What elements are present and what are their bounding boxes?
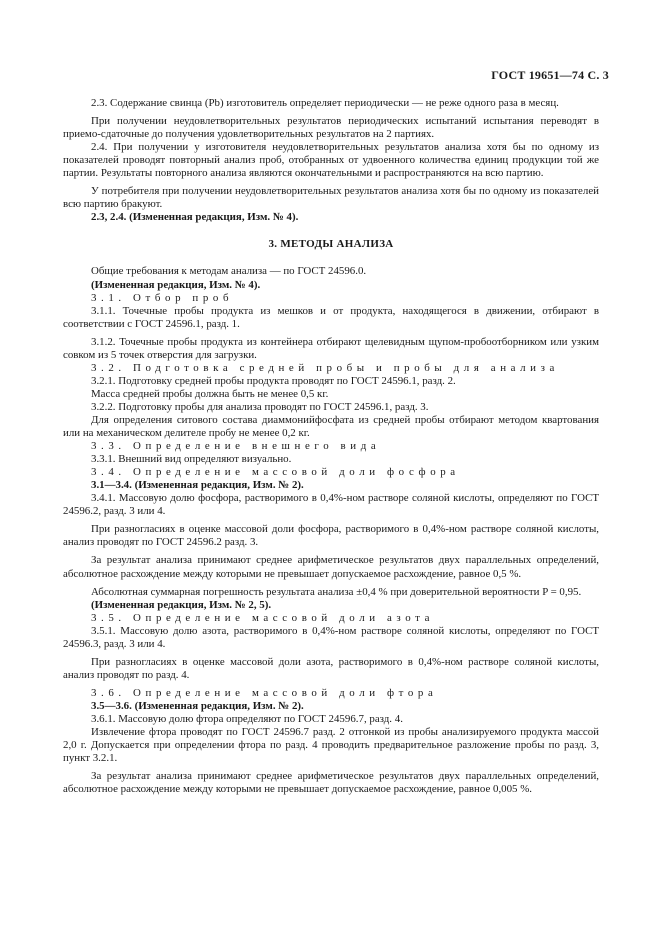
section-heading: 3. МЕТОДЫ АНАЛИЗА — [268, 238, 394, 251]
paragraph: Для определения ситового состава диаммонийфосфата из средней пробы отбирают методом квартования или на механическом делителе пробу не менее 0,2 кг. — [63, 413, 599, 440]
page-header: ГОСТ 19651—74 С. 3 — [491, 68, 609, 82]
paragraph: При разногласиях в оценке массовой доли фосфора, растворимого в 0,4%-ном растворе соляной кислоты, анализ проводят по ГОСТ 24596.2 разд. 3. — [63, 523, 599, 549]
paragraph-3-1-1: 3.1.1. Точечные пробы продукта из мешков и от продукта, находящегося в движении, отбирают в соответствии с ГОСТ 24596.1, разд. 1. — [63, 304, 599, 330]
paragraph: При разногласиях в оценке массовой доли азота, растворимого в 0,4%-ном растворе соляной кислоты, анализ проводят по разд. 4. — [63, 655, 599, 681]
paragraph-3-5-1: 3.5.1. Массовую долю азота, растворимого в 0,4%-ном растворе соляной кислоты, определяют по ГОСТ 24596.3, разд. 3 или 4. — [63, 624, 599, 650]
amendment-note: 2.3, 2.4. (Измененная редакция, Изм. № 4). — [91, 211, 299, 224]
paragraph-2-3: 2.3. Содержание свинца (Pb) изготовитель определяет периодически — не реже одного раза в месяц. — [91, 97, 559, 109]
subsection-title: 3.5. Определение массовой доли азота — [91, 611, 435, 624]
amendment-note: (Измененная редакция, Изм. № 4). — [91, 278, 261, 291]
subsection-title: 3.4. Определение массовой доли фосфора — [91, 466, 460, 479]
paragraph-3-2-1: 3.2.1. Подготовку средней пробы продукта проводят по ГОСТ 24596.1, разд. 2. — [91, 374, 456, 387]
amendment-note: (Измененная редакция, Изм. № 2, 5). — [91, 598, 272, 611]
subsection-title: 3.1. Отбор проб — [91, 291, 234, 304]
subsection-title: 3.3. Определение внешнего вида — [91, 440, 381, 453]
paragraph: При получении неудовлетворительных результатов периодических испытаний испытания переводят в приемо-сдаточные до получения удовлетворительных результатов на 2 партиях. — [63, 115, 599, 141]
amendment-note: 3.5—3.6. (Измененная редакция, Изм. № 2). — [91, 699, 304, 712]
document-body — [63, 97, 599, 796]
paragraph: Общие требования к методам анализа — по ГОСТ 24596.0. — [91, 265, 367, 278]
paragraph-3-1-2: 3.1.2. Точечные пробы продукта из контейнера отбирают щелевидным щупом-пробоотборником или узким совком из 5 точек отверстия для загрузки. — [63, 335, 599, 361]
paragraph-2-4: 2.4. При получении у изготовителя неудовлетворительных результатов анализа хотя бы по одному из показателей проводят повторный анализ проб, отобранных от удвоенного количества единиц продукции той же партии. Результаты повторного анализа являются окончательными и распространяются на всю партию. — [63, 141, 599, 180]
paragraph: У потребителя при получении неудовлетворительных результатов анализа хотя бы по одному из показателей всю партию бракуют. — [63, 185, 599, 211]
paragraph: За результат анализа принимают среднее арифметическое результатов двух параллельных определений, абсолютное расхождение между которыми не превышает допускаемое расхождение, равное 0,5 %. — [63, 554, 599, 580]
amendment-note: 3.1—3.4. (Измененная редакция, Изм. № 2). — [91, 479, 304, 492]
subsection-title: 3.6. Определение массовой доли фтора — [91, 686, 438, 699]
subsection-title: 3.2. Подготовка средней пробы и пробы для анализа — [91, 361, 559, 374]
paragraph-3-6-1: 3.6.1. Массовую долю фтора определяют по ГОСТ 24596.7, разд. 4. — [91, 712, 403, 725]
paragraph: Масса средней пробы должна быть не менее 0,5 кг. — [91, 387, 329, 400]
paragraph-3-2-2: 3.2.2. Подготовку пробы для анализа проводят по ГОСТ 24596.1, разд. 3. — [91, 400, 429, 413]
paragraph: Извлечение фтора проводят по ГОСТ 24596.7 разд. 2 отгонкой из пробы анализируемого продукта массой 2,0 г. Допускается при определении фтора по разд. 4 проводить предварительное разложение пробы по разд. 3, пункт 3.2.1. — [63, 726, 599, 765]
paragraph: Абсолютная суммарная погрешность результата анализа ±0,4 % при доверительной вероятности P = 0,95. — [91, 585, 582, 598]
paragraph: За результат анализа принимают среднее арифметическое результатов двух параллельных определений, абсолютное расхождение между которыми не превышает допускаемое расхождение, равное 0,005 %. — [63, 770, 599, 796]
paragraph-3-4-1: 3.4.1. Массовую долю фосфора, растворимого в 0,4%-ном растворе соляной кислоты, определяют по ГОСТ 24596.2, разд. 3 или 4. — [63, 492, 599, 518]
paragraph-3-3-1: 3.3.1. Внешний вид определяют визуально. — [91, 453, 292, 466]
